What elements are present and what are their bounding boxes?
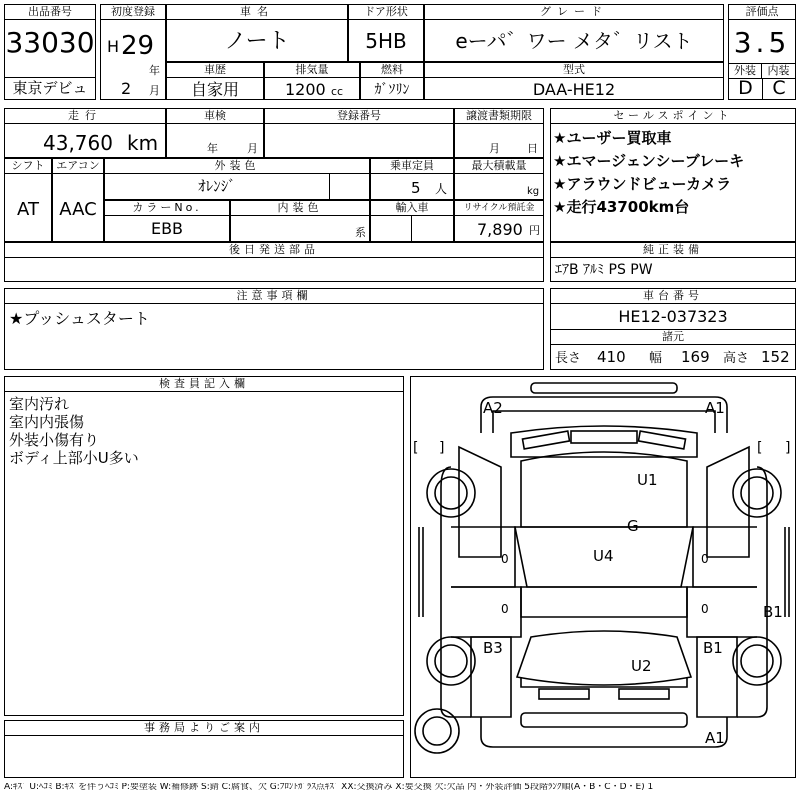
- grade-label: グレード: [425, 5, 723, 20]
- damage-mark: U1: [637, 471, 658, 489]
- import-divider: [411, 215, 412, 241]
- inspector-label: 検査員記入欄: [5, 377, 403, 392]
- car-outline: [411, 377, 797, 779]
- month: 2: [121, 79, 132, 98]
- mileage-unit: km: [127, 131, 159, 155]
- registration-label: 登録番号: [265, 109, 453, 124]
- chassis-number: HE12-037323: [618, 307, 728, 326]
- damage-mark: B3: [483, 639, 503, 657]
- door-type: 5HB: [365, 29, 407, 53]
- inspection-year-unit: 年: [207, 142, 218, 155]
- inspector-line: ボディ上部小U多い: [9, 449, 139, 467]
- fuel: ｶﾞｿﾘﾝ: [374, 82, 410, 98]
- inspection-month-unit: 月: [247, 142, 258, 155]
- later-parts-box: [4, 242, 544, 282]
- history: 自家用: [190, 80, 239, 99]
- inspection-box: [166, 108, 264, 158]
- first-reg-label: 初度登録: [101, 5, 165, 20]
- recycle-unit: 円: [529, 224, 540, 237]
- era: H: [107, 37, 120, 56]
- door-box: [348, 4, 424, 62]
- debut-text: 東京デビュ: [5, 77, 95, 96]
- load-box: [454, 158, 544, 200]
- mileage-label: 走行: [5, 109, 165, 124]
- history-label: 車歴: [167, 63, 263, 78]
- int-color-box: [230, 200, 370, 242]
- fuel-box: [360, 62, 424, 100]
- year-unit: 年: [149, 64, 160, 77]
- zero-mark: 0: [701, 602, 709, 616]
- car-name-box: [166, 4, 348, 62]
- legend: A:ｷｽﾞ U:ﾍｺﾐ B:ｷｽﾞを伴うﾍｺﾐ P:要塗装 W:補修跡 S:錆 C:腐食、欠 G:ﾌﾛﾝﾄｶﾞﾗｽ点ｷｽﾞ XX:交換済み X:要交換 欠:欠品 内・外装評価 5段階ﾗﾝｸ順(A・B・C・D・E) 1: [4, 783, 654, 792]
- bracket: ]: [785, 440, 791, 456]
- bracket: ]: [439, 440, 445, 456]
- load-unit: kg: [527, 186, 540, 197]
- office-label: 事務局よりご案内: [5, 721, 403, 736]
- aircon-box: [52, 158, 104, 242]
- length: 410: [597, 348, 626, 366]
- transfer-day-unit: 日: [527, 142, 538, 155]
- displacement: 1200: [285, 80, 326, 99]
- ext-color-divider: [329, 173, 330, 199]
- grade: eーパ゛ワー メタ゛リスト: [455, 29, 693, 53]
- damage-mark: A2: [483, 399, 503, 417]
- equipment: ｴｱB ｱﾙﾐ PS PW: [555, 262, 653, 278]
- length-label: 長さ: [555, 351, 582, 366]
- bracket: [: [413, 440, 419, 456]
- height-label: 高さ: [723, 351, 750, 366]
- notes-box: [4, 288, 544, 370]
- capacity-box: [370, 158, 454, 200]
- sales-point: ★アラウンドビューカメラ: [553, 175, 732, 193]
- chassis-label: 車台番号: [551, 289, 795, 304]
- exterior-grade: D: [738, 77, 753, 99]
- rating-label: 評価点: [729, 5, 795, 20]
- damage-mark: G: [627, 517, 639, 535]
- inspector-line: 室内汚れ: [9, 395, 70, 413]
- zero-mark: 0: [501, 602, 509, 616]
- sales-point: ★エマージェンシーブレーキ: [553, 152, 745, 170]
- interior-grade: C: [762, 79, 795, 99]
- color-no-box: [104, 200, 230, 242]
- chassis-box: [550, 288, 796, 370]
- mileage-box: [4, 108, 166, 158]
- door-label: ドア形状: [349, 5, 423, 20]
- notes-label: 注意事項欄: [5, 289, 543, 304]
- shift: AT: [17, 199, 39, 220]
- lot-label: 出品番号: [5, 5, 95, 20]
- width-label: 幅: [649, 351, 663, 366]
- inspector-box: [4, 376, 404, 716]
- exterior-label: 外装: [729, 63, 762, 79]
- sales-points-box: [550, 108, 796, 242]
- sales-points-label: セールスポイント: [551, 109, 795, 124]
- shift-box: [4, 158, 52, 242]
- damage-mark: B1: [703, 639, 723, 657]
- inspection-label: 車検: [167, 109, 263, 124]
- month-unit: 月: [149, 84, 160, 97]
- zero-mark: 0: [701, 552, 709, 566]
- ext-color: ｵﾚﾝｼﾞ: [198, 177, 236, 195]
- int-color-unit: 系: [355, 226, 366, 239]
- inspector-line: 室内内張傷: [9, 413, 85, 431]
- inspector-line: 外装小傷有り: [9, 431, 100, 449]
- import-box: [370, 200, 454, 242]
- notes: ★プッシュスタート: [9, 309, 150, 328]
- damage-mark: U4: [593, 547, 614, 565]
- office-box: [4, 720, 404, 778]
- rating-box: [728, 4, 796, 100]
- equipment-label: 純正装備: [551, 243, 795, 258]
- transfer-box: [454, 108, 544, 158]
- vehicle-diagram: [410, 376, 796, 778]
- displacement-box: [264, 62, 360, 100]
- recycle-label: リサイクル預託金: [455, 201, 543, 216]
- dims-label: 諸元: [551, 329, 795, 345]
- ext-color-label: 外装色: [105, 159, 369, 174]
- rating-score: 3.5: [733, 26, 791, 59]
- registration-box: [264, 108, 454, 158]
- damage-mark: U2: [631, 657, 652, 675]
- ext-color-box: [104, 158, 370, 200]
- load-label: 最大積載量: [455, 159, 543, 174]
- grade-box: [424, 4, 724, 62]
- recycle-box: [454, 200, 544, 242]
- displacement-label: 排気量: [265, 63, 359, 78]
- displacement-unit: cc: [331, 85, 344, 98]
- history-box: [166, 62, 264, 100]
- model: DAA-HE12: [532, 80, 616, 99]
- capacity: 5: [411, 179, 421, 197]
- later-parts-label: 後日発送部品: [5, 243, 543, 258]
- transfer-month-unit: 月: [489, 142, 500, 155]
- car-name-label: 車名: [167, 5, 347, 20]
- equipment-box: [550, 242, 796, 282]
- car-name: ノート: [224, 29, 290, 54]
- damage-mark: B1: [763, 603, 783, 621]
- bracket: [: [757, 440, 763, 456]
- mileage: 43,760: [43, 131, 113, 155]
- model-box: [424, 62, 724, 100]
- import-label: 輸入車: [371, 201, 453, 216]
- aircon: AAC: [59, 199, 97, 220]
- color-no: EBB: [150, 219, 184, 238]
- transfer-label: 譲渡書類期限: [455, 109, 543, 124]
- sales-point: ★ユーザー買取車: [553, 129, 672, 147]
- damage-mark: A1: [705, 399, 725, 417]
- lot-box: [4, 4, 96, 100]
- width: 169: [681, 348, 710, 366]
- interior-label: 内装: [762, 63, 795, 79]
- int-color-label: 内装色: [231, 201, 369, 216]
- capacity-unit: 人: [435, 182, 448, 196]
- year: 29: [121, 31, 155, 61]
- capacity-label: 乗車定員: [371, 159, 453, 174]
- aircon-label: エアコン: [53, 159, 103, 174]
- recycle: 7,890: [477, 220, 523, 239]
- zero-mark: 0: [501, 552, 509, 566]
- shift-label: シフト: [5, 159, 51, 174]
- damage-mark: A1: [705, 729, 725, 747]
- first-registration-box: [100, 4, 166, 100]
- lot-number: 33030: [5, 26, 95, 59]
- sales-point: ★走行43700km台: [553, 198, 690, 216]
- height: 152: [761, 348, 790, 366]
- color-no-label: カラーNo.: [105, 201, 229, 216]
- model-label: 型式: [425, 63, 723, 78]
- fuel-label: 燃料: [361, 63, 423, 78]
